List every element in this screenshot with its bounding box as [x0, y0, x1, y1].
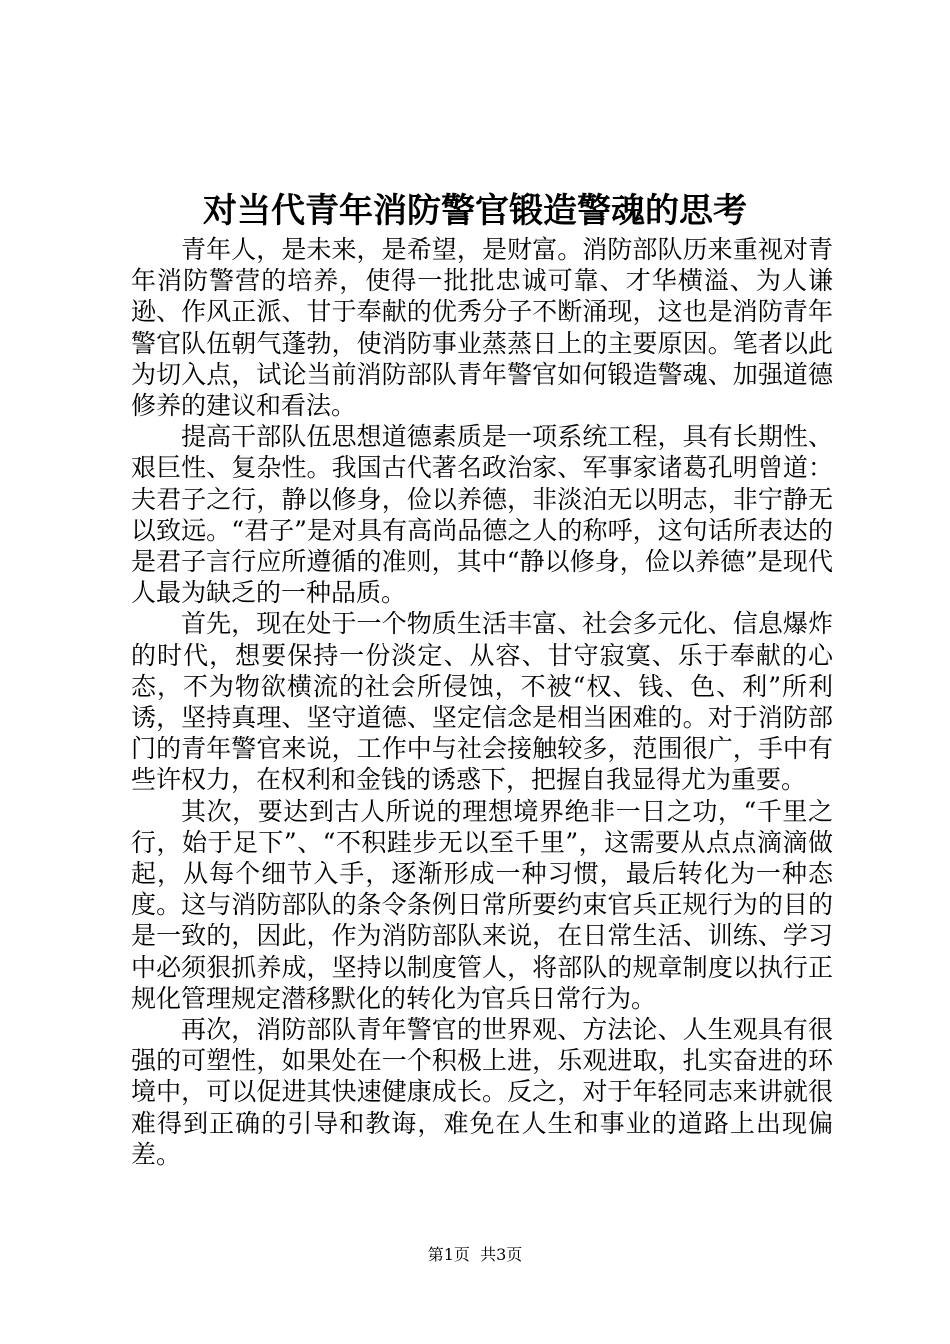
paragraph-4: 其次，要达到古人所说的理想境界绝非一日之功，“千里之行，始于足下”、“不积跬步无以至千里”，这需要从点点滴滴做起，从每个细节入手，逐渐形成一种习惯，最后转化为一种态度。这与消防部队的条令条例日常所要约束官兵正规行为的目的是一致的，因此，作为消防部队来说，在日常生活、训练、学习中必须狠抓养成，坚持以制度管人，将部队的规章制度以执行正规化管理规定潜移默化的转化为官兵日常行为。 [131, 796, 833, 1013]
paragraph-1: 青年人，是未来，是希望，是财富。消防部队历来重视对青年消防警营的培养，使得一批批忠诚可靠、才华横溢、为人谦逊、作风正派、甘于奉献的优秀分子不断涌现，这也是消防青年警官队伍朝气蓬勃，使消防事业蒸蒸日上的主要原因。笔者以此为切入点，试论当前消防部队青年警官如何锻造警魂、加强道德修养的建议和看法。 [131, 235, 833, 421]
paragraph-2: 提高干部队伍思想道德素质是一项系统工程，具有长期性、艰巨性、复杂性。我国古代著名政治家、军事家诸葛孔明曾道：夫君子之行，静以修身，俭以养德，非淡泊无以明志，非宁静无以致远。“君子”是对具有高尚品德之人的称呼，这句话所表达的是君子言行应所遵循的准则，其中“静以修身，俭以养德”是现代人最为缺乏的一种品质。 [131, 422, 833, 608]
paragraph-3: 首先，现在处于一个物质生活丰富、社会多元化、信息爆炸的时代，想要保持一份淡定、从容、甘守寂寞、乐于奉献的心态，不为物欲横流的社会所侵蚀，不被“权、钱、色、利”所利诱，坚持真理、坚守道德、坚定信念是相当困难的。对于消防部门的青年警官来说，工作中与社会接触较多，范围很广，手中有些许权力，在权利和金钱的诱惑下，把握自我显得尤为重要。 [131, 609, 833, 795]
document-title: 对当代青年消防警官锻造警魂的思考 [203, 191, 747, 231]
page-footer: 第1页 共3页 [427, 1245, 523, 1264]
document-body [131, 234, 833, 1170]
paragraph-5: 再次，消防部队青年警官的世界观、方法论、人生观具有很强的可塑性，如果处在一个积极上进，乐观进取，扎实奋进的环境中，可以促进其快速健康成长。反之，对于年轻同志来讲就很难得到正确的引导和教诲，难免在人生和事业的道路上出现偏差。 [131, 1015, 833, 1169]
